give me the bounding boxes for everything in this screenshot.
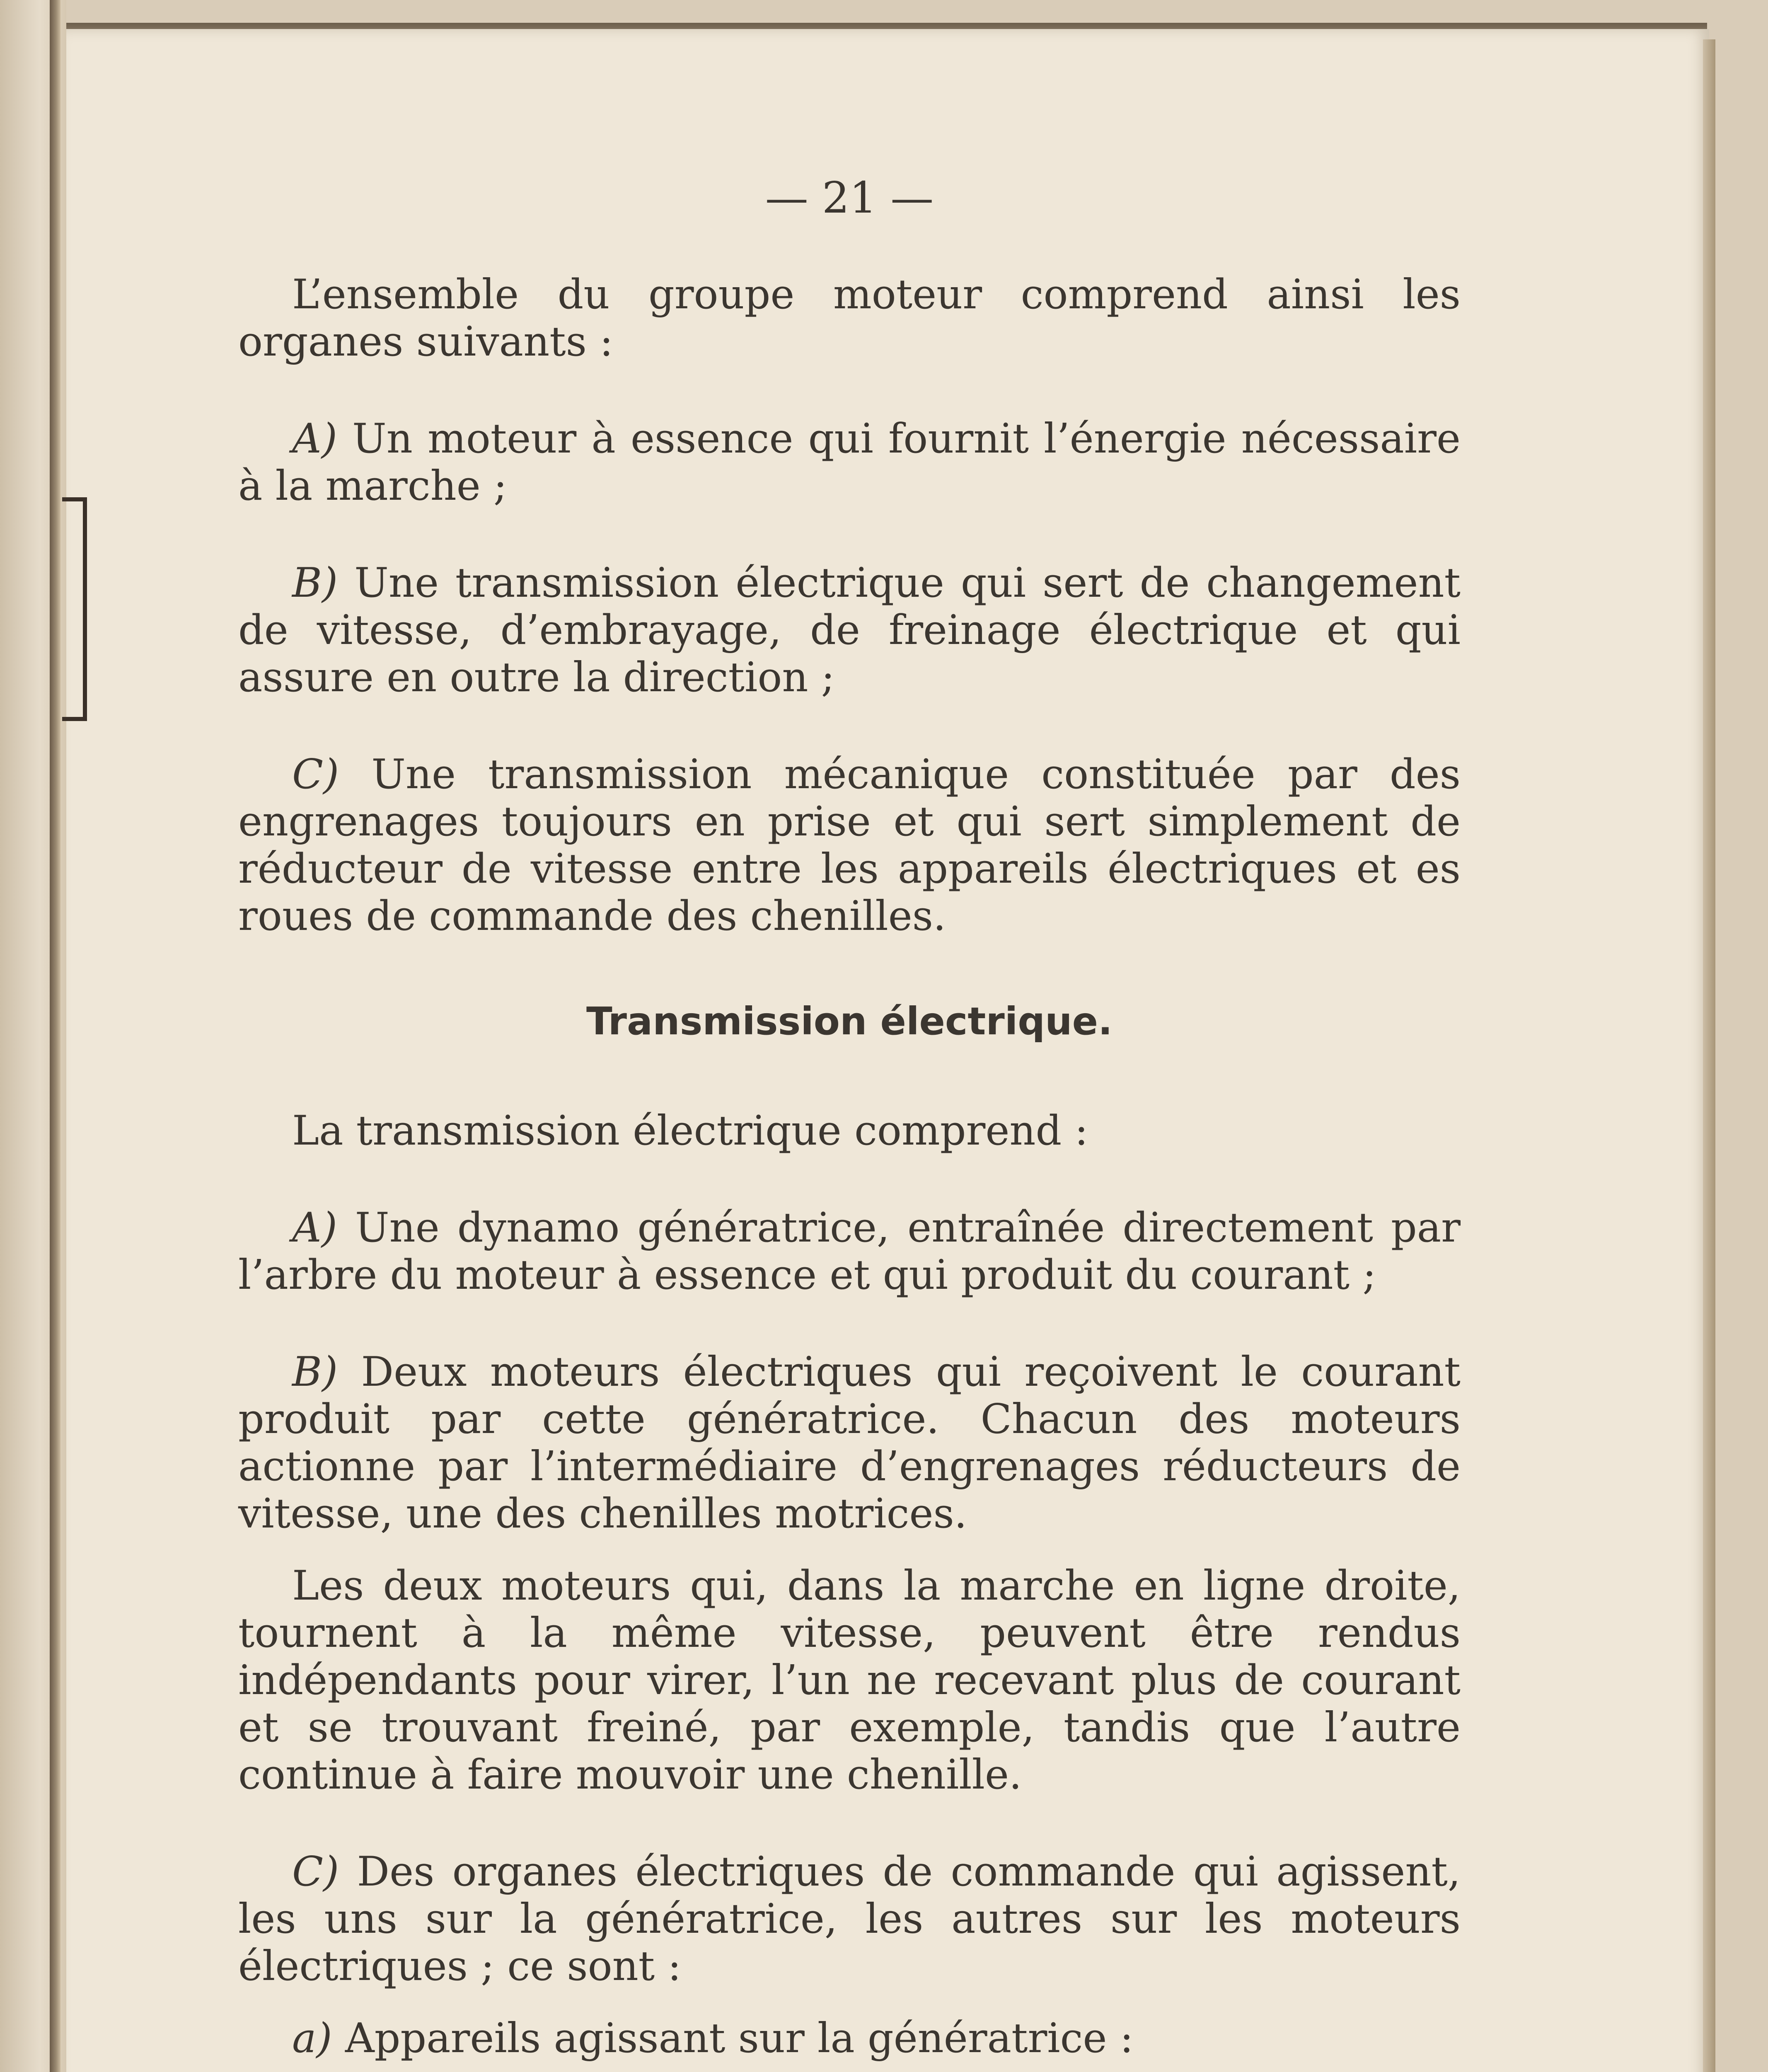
item-letter: a) — [292, 2015, 332, 2062]
item-letter: A) — [292, 1204, 338, 1251]
organe-c — [238, 751, 1461, 940]
book-binding — [50, 0, 60, 2072]
item-letter: C) — [292, 1848, 339, 1895]
intro-paragraph: L’ensemble du groupe moteur comprend ainsi les organes suivants : — [238, 271, 1461, 366]
organes-commande — [238, 1848, 1461, 1990]
item-letter: C) — [292, 751, 339, 798]
item-text: Une transmission mécanique constituée par des engrenages toujours en prise et qui sert simplement de réducteur de vitesse entre les appareils électriques et es roues de commande des chenilles. — [238, 751, 1461, 940]
margin-bracket — [62, 497, 87, 721]
item-letter: B) — [292, 1348, 338, 1396]
page-number: — 21 — — [765, 172, 934, 223]
transmission-a — [238, 1204, 1461, 1299]
item-letter: B) — [292, 559, 338, 607]
sub-item-a — [238, 2015, 1461, 2062]
section-intro: La transmission électrique comprend : — [292, 1107, 1088, 1155]
item-text: Des organes électriques de commande qui agissent, les uns sur la génératrice, les autres sur les moteurs électriques ; ce sont : — [238, 1848, 1461, 1990]
item-letter: A) — [292, 415, 338, 462]
page-content — [238, 174, 1461, 2072]
section-title: Transmission électrique. — [586, 999, 1113, 1043]
item-text: Appareils agissant sur la génératrice : — [345, 2015, 1134, 2062]
organe-b — [238, 559, 1461, 701]
item-text: Deux moteurs électriques qui reçoivent le courant produit par cette génératrice. Chacun des moteurs actionne par l’intermédiaire d’engrenages réducteurs de vitesse, une des chenilles motrices. — [238, 1348, 1461, 1537]
item-text: Une dynamo génératrice, entraînée directement par l’arbre du moteur à essence et qui produit du courant ; — [238, 1204, 1461, 1299]
page-right-edge — [1703, 39, 1715, 2072]
organe-a — [238, 415, 1461, 510]
item-text: Un moteur à essence qui fournit l’énergie nécessaire à la marche ; — [238, 415, 1461, 510]
transmission-b — [238, 1348, 1461, 1537]
moteurs-paragraph: Les deux moteurs qui, dans la marche en ligne droite, tournent à la même vitesse, peuvent être rendus indépendants pour virer, l’un ne recevant plus de courant et se trouvant freiné, par exemple, tandis que l’autre continue à faire mouvoir une chenille. — [238, 1562, 1461, 1798]
item-text: Une transmission électrique qui sert de changement de vitesse, d’embrayage, de freinage électrique et qui assure en outre la direction ; — [238, 559, 1461, 701]
